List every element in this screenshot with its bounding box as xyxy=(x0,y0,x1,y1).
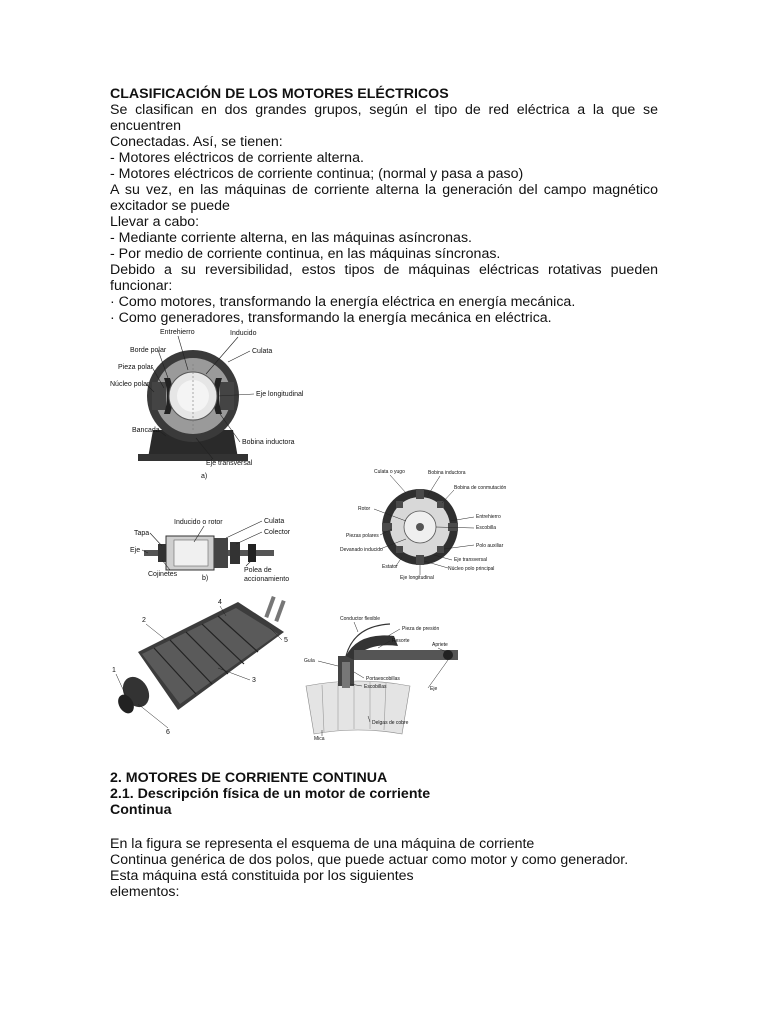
section1-line: Se clasifican en dos grandes grupos, según el tipo de red eléctrica a la que se xyxy=(110,102,658,118)
section1-title: CLASIFICACIÓN DE LOS MOTORES ELÉCTRICOS xyxy=(110,86,449,102)
label-entrehierro-c: Entrehierro xyxy=(476,514,501,520)
section2-text xyxy=(110,836,658,900)
section2-subtitle-2: Continua xyxy=(110,802,172,818)
label-eje-transversal: Eje transversal xyxy=(206,460,253,467)
label-delgas: Delgas de cobre xyxy=(372,720,409,726)
section1-line: Llevar a cabo: xyxy=(110,214,200,230)
label-polo-auxiliar: Polo auxiliar xyxy=(476,543,504,549)
label-culata: Culata xyxy=(252,348,273,355)
label-eje-transversal-c: Eje transversal xyxy=(454,557,488,563)
label-culata-yugo: Culata o yugo xyxy=(374,469,405,475)
label-n5: 5 xyxy=(284,637,288,644)
section1-line: - Mediante corriente alterna, en las máquinas asíncronas. xyxy=(110,230,472,246)
label-eje-e: Eje xyxy=(430,686,438,692)
section1-line: · Como motores, transformando la energía eléctrica en energía mecánica. xyxy=(110,294,576,310)
label-devanado-inducido: Devanado inducido xyxy=(340,547,383,553)
label-bobina-conmutacion: Bobina de conmutación xyxy=(454,485,507,491)
label-nucleo-polar: Núcleo polar xyxy=(110,381,150,388)
section2-line: En la figura se representa el esquema de una máquina de corriente xyxy=(110,836,535,852)
section1-line: - Motores eléctricos de corriente continua; (normal y pasa a paso) xyxy=(110,166,524,182)
label-polea-2: accionamiento xyxy=(244,576,290,583)
section2-line: Esta máquina está constituida por los siguientes xyxy=(110,868,414,884)
label-conductor-flexible: Conductor flexible xyxy=(340,616,381,622)
label-mica: Mica xyxy=(314,736,325,742)
section1-line: - Por medio de corriente continua, en las máquinas síncronas. xyxy=(110,246,501,262)
label-inducido-rotor: Inducido o rotor xyxy=(174,519,223,526)
figure-a-cross-section xyxy=(108,326,318,482)
caption-a: a) xyxy=(201,473,208,480)
label-n2: 2 xyxy=(142,617,146,624)
label-polea-1: Polea de xyxy=(244,567,272,574)
label-eje-b: Eje xyxy=(130,547,141,554)
section1-line: A su vez, en las máquinas de corriente alterna la generación del campo magnético xyxy=(110,182,658,198)
label-eje-longitudinal-c: Eje longitudinal xyxy=(400,575,434,581)
label-entrehierro: Entrehierro xyxy=(160,329,195,336)
section1-line: Conectadas. Así, se tienen: xyxy=(110,134,283,150)
label-bobina-inductora: Bobina inductora xyxy=(242,439,295,446)
label-n4: 4 xyxy=(218,599,222,606)
label-escobillas: Escobillas xyxy=(364,684,387,690)
section1-text xyxy=(110,86,658,326)
section1-line: excitador se puede xyxy=(110,198,230,214)
label-colector: Colector xyxy=(264,529,291,536)
figure-e-brush-holder xyxy=(298,606,468,742)
section1-line: Debido a su reversibilidad, estos tipos de máquinas eléctricas rotativas pueden xyxy=(110,262,658,278)
label-n3: 3 xyxy=(252,677,256,684)
label-escobilla: Escobilla xyxy=(476,525,497,531)
section1-line: · Como generadores, transformando la energía mecánica en eléctrica. xyxy=(110,310,552,326)
label-cojinetes: Cojinetes xyxy=(148,571,178,578)
label-eje-longitudinal: Eje longitudinal xyxy=(256,391,304,398)
caption-b: b) xyxy=(202,575,209,582)
label-inducido: Inducido xyxy=(230,330,257,337)
label-pieza-polar: Pieza polar xyxy=(118,364,154,371)
label-borde-polar: Borde polar xyxy=(130,347,167,354)
label-portaescobillas: Portaescobillas xyxy=(366,676,400,682)
label-bobina-inductora-c: Bobina inductora xyxy=(428,470,466,476)
label-piezas-polares: Piezas polares xyxy=(346,533,379,539)
label-resorte: Resorte xyxy=(392,638,410,644)
section2-line: Continua genérica de dos polos, que puede actuar como motor y como generador. xyxy=(110,852,629,868)
section2-heading xyxy=(110,770,658,818)
figure-d-armature xyxy=(108,592,304,740)
label-bancada: Bancada xyxy=(132,427,160,434)
label-pieza-presion: Pieza de presión xyxy=(402,626,440,632)
label-rotor: Rotor xyxy=(358,506,371,512)
label-culata-b: Culata xyxy=(264,518,285,525)
label-estator: Estator xyxy=(382,564,398,570)
figure-b-longitudinal xyxy=(108,508,308,588)
section2-title: 2. MOTORES DE CORRIENTE CONTINUA xyxy=(110,770,388,786)
label-tapa: Tapa xyxy=(134,530,150,537)
label-apriete: Apriete xyxy=(432,642,448,648)
section1-line: encuentren xyxy=(110,118,181,134)
label-guia: Guía xyxy=(304,658,315,664)
label-n1: 1 xyxy=(112,667,116,674)
section1-line: - Motores eléctricos de corriente alterna. xyxy=(110,150,364,166)
section2-subtitle-1: 2.1. Descripción física de un motor de corriente xyxy=(110,786,431,802)
section2-line: elementos: xyxy=(110,884,180,900)
figure-c-schematic xyxy=(336,465,520,585)
label-n6: 6 xyxy=(166,729,170,736)
section1-line: funcionar: xyxy=(110,278,173,294)
label-nucleo-polo: Núcleo polo principal xyxy=(448,566,495,572)
